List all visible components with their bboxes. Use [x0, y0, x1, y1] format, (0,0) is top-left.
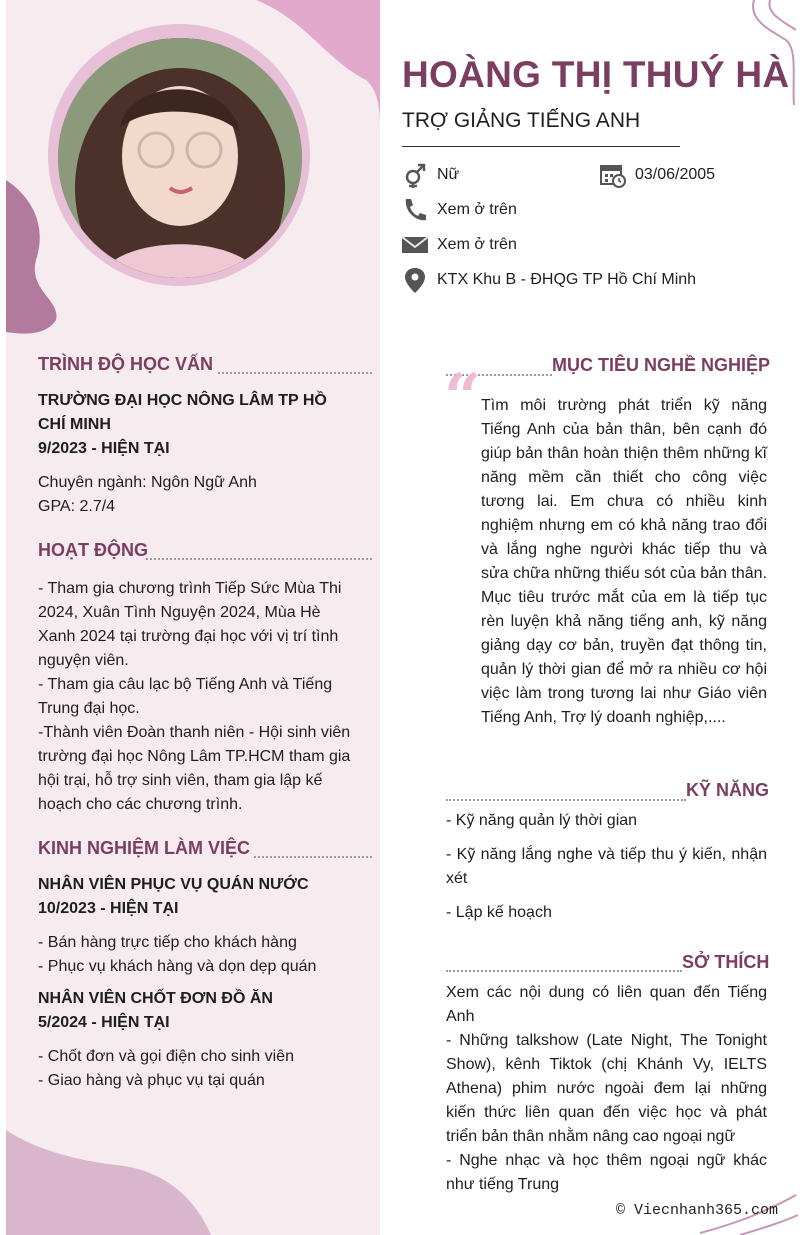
job-period: 10/2023 - HIỆN TẠI [38, 900, 179, 917]
skill-item: - Kỹ năng lắng nghe và tiếp thu ý kiến, nhận xét [446, 846, 767, 887]
skills-title: KỸ NĂNG [686, 780, 770, 800]
objective-text: Tìm môi trường phát triển kỹ năng Tiếng Anh của bản thân, bên cạnh đó giúp bản thân hoàn thiện thêm những kĩ năng mềm cần thiết cho công việc tương lai. Em chưa có nhiều kinh nghiệm nhưng em có khả năng trao đổi và lắng nghe người khác tiếp thu và sửa chữa những thiếu sót của bản thân. Mục tiêu trước mắt của em là tiếp tục rèn luyện khả năng tiếng anh, kỹ năng giảng dạy cơ bản, truyền đạt thông tin, quản lý thời gian để mở ra nhiều cơ hội việc làm trong tương lai như Giáo viên Tiếng Anh, Trợ lý doanh nghiệp,.... [481, 397, 767, 726]
skills-list [446, 809, 767, 925]
hobbies-list [446, 981, 767, 1197]
job-task: - Giao hàng và phục vụ tại quán [38, 1072, 265, 1089]
gender-icon [402, 162, 428, 188]
phone-value: Xem ở trên [437, 201, 517, 218]
activity-item: - Tham gia câu lạc bộ Tiếng Anh và Tiếng Trung đại học. [38, 676, 333, 717]
footer-credit: © Viecnhanh365.com [615, 1202, 778, 1219]
avatar [58, 38, 302, 278]
location-pin-icon [402, 267, 428, 293]
hobby-item: - Những talkshow (Late Night, The Tonight Show), kênh Tiktok (chị Khánh Vy, IELTS Athena) phim nước ngoài đem lại những kiến thức liên quan đến việc học và phát triển bản thân nhằm nâng cao ngoại ngữ [446, 1032, 767, 1145]
gender-value: Nữ [437, 166, 460, 183]
education-school: TRƯỜNG ĐẠI HỌC NÔNG LÂM TP HỒ CHÍ MINH [38, 392, 327, 433]
candidate-role: TRỢ GIẢNG TIẾNG ANH [402, 109, 641, 132]
calendar-icon [600, 162, 626, 188]
hobbies-title: SỞ THÍCH [682, 952, 770, 972]
skill-item: - Lập kế hoạch [446, 904, 552, 921]
job-period: 5/2024 - HIỆN TẠI [38, 1014, 170, 1031]
education-major: Chuyên ngành: Ngôn Ngữ Anh [38, 474, 257, 491]
job-task: - Bán hàng trực tiếp cho khách hàng [38, 934, 297, 951]
education-title: TRÌNH ĐỘ HỌC VẤN [38, 354, 213, 374]
hobbies-divider [446, 970, 682, 972]
objective-title: MỤC TIÊU NGHỀ NGHIỆP [552, 355, 771, 375]
activities-title: HOẠT ĐỘNG [38, 540, 148, 560]
job-position: NHÂN VIÊN PHỤC VỤ QUÁN NƯỚC [38, 876, 309, 893]
skill-item: - Kỹ năng quản lý thời gian [446, 812, 638, 829]
role-underline [402, 146, 680, 147]
job-task: - Chốt đơn và gọi điện cho sinh viên [38, 1048, 294, 1065]
job-task: - Phục vụ khách hàng và dọn dẹp quán [38, 958, 317, 975]
avatar-illustration [58, 38, 302, 278]
hobby-item: - Nghe nhạc và học thêm ngoại ngữ khác như tiếng Trung [446, 1152, 767, 1193]
education-gpa: GPA: 2.7/4 [38, 498, 116, 515]
envelope-icon [402, 232, 428, 258]
candidate-name: HOÀNG THỊ THUÝ HÀ [402, 54, 790, 95]
experience-divider [254, 856, 372, 858]
activities-list [38, 577, 358, 817]
left-panel [6, 0, 380, 1235]
job-position: NHÂN VIÊN CHỐT ĐƠN ĐỒ ĂN [38, 990, 273, 1007]
skills-divider [446, 799, 686, 801]
phone-icon [402, 197, 428, 223]
quote-mark: “ [444, 360, 481, 435]
activity-item: - Tham gia chương trình Tiếp Sức Mùa Thi 2024, Xuân Tình Nguyện 2024, Mùa Hè Xanh 2024 tại trường đại học với vị trí tình nguyện viên. [38, 580, 342, 669]
activities-divider [146, 558, 372, 560]
hobby-item: Xem các nội dung có liên quan đến Tiếng Anh [446, 984, 767, 1025]
experience-title: KINH NGHIỆM LÀM VIỆC [38, 838, 251, 858]
education-divider [218, 372, 372, 374]
email-value: Xem ở trên [437, 236, 517, 253]
address-value: KTX Khu B - ĐHQG TP Hồ Chí Minh [437, 271, 697, 288]
activity-item: -Thành viên Đoàn thanh niên - Hội sinh viên trường đại học Nông Lâm TP.HCM tham gia hội trại, hỗ trợ sinh viên, tham gia lập kế hoạch cho các chương trình. [38, 724, 351, 813]
dob-value: 03/06/2005 [635, 166, 716, 183]
education-period: 9/2023 - HIỆN TẠI [38, 440, 170, 457]
